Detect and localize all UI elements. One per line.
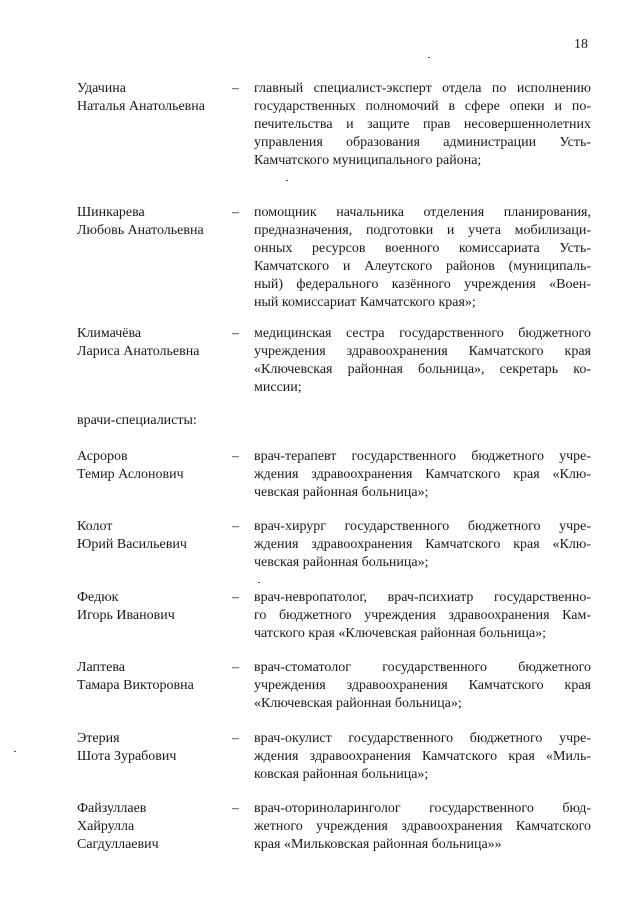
position-line: Камчатского и Алеутского районов (муниципаль- [254,259,591,274]
name-line: Климачёва [77,326,142,341]
member-name [77,589,237,625]
position-line: «Ключевская районная больница»; [254,696,462,711]
member-position [254,589,591,643]
dash: – [232,326,239,341]
dash: – [232,205,239,220]
member-position [254,730,591,784]
dash: – [232,731,239,746]
position-line: учреждения здравоохранения Камчатского края [254,344,591,359]
member-name [77,448,237,484]
dash: – [232,660,239,675]
dash: – [232,81,239,96]
position-line: ный) федерального казённого учреждения «Воен- [254,277,591,292]
position-line: чевская районная больница»; [254,555,429,570]
member-position [254,800,591,854]
name-line: Наталья Анатольевна [77,99,206,114]
name-line: Хайрулла [77,819,135,834]
member-name [77,800,237,854]
position-line: ждения здравоохранения Камчатского края «Клю- [254,467,591,482]
position-line: врач-невропатолог, врач-психиатр государственно- [254,590,591,605]
position-line: ный комиссариат Камчатского края»; [254,295,476,310]
name-line: Этерия [77,731,120,746]
name-line: Удачина [77,81,126,96]
position-line: печительства и защите прав несовершеннолетних [254,117,591,132]
scan-speck [286,180,288,181]
position-line: миссии; [254,380,302,395]
position-line: государственных полномочий в сфере опеки и по- [254,99,591,114]
member-name [77,80,237,116]
name-line: Юрий Васильевич [77,537,187,552]
name-line: Темир Аслонович [77,467,184,482]
position-line: предназначения, подготовки и учета мобилизаци- [254,223,591,238]
member-position [254,80,591,170]
member-name [77,659,237,695]
position-line: онных ресурсов военного комиссариата Усть- [254,241,591,256]
scan-speck [14,751,16,752]
position-line: главный специалист-эксперт отдела по исполнению [254,81,591,96]
section-heading: врачи-специалисты: [77,413,197,428]
name-line: Шинкарева [77,205,145,220]
position-line: управления образования администрации Усть- [254,135,591,150]
position-line: чатского края «Ключевская районная больница»; [254,626,547,641]
name-line: Файзуллаев [77,801,147,816]
position-line: медицинская сестра государственного бюджетного [254,326,591,341]
dash: – [232,449,239,464]
member-name [77,325,237,361]
name-line: Игорь Иванович [77,608,175,623]
dash: – [232,590,239,605]
member-position [254,204,591,312]
position-line: ковская районная больница»; [254,767,429,782]
name-line: Федюк [77,590,119,605]
member-position [254,659,591,713]
position-line: врач-терапевт государственного бюджетного учре- [254,449,591,464]
position-line: го бюджетного учреждения здравоохранения Кам- [254,608,591,623]
member-name [77,518,237,554]
position-line: чевская районная больница»; [254,485,429,500]
position-line: учреждения здравоохранения Камчатского края [254,678,591,693]
name-line: Лариса Анатольевна [77,344,200,359]
page-number: 18 [574,37,588,52]
name-line: Сагдуллаевич [77,837,159,852]
name-line: Шота Зурабович [77,749,177,764]
scan-speck [258,582,260,583]
name-line: Асроров [77,449,128,464]
dash: – [232,519,239,534]
position-line: края «Мильковская районная больница»» [254,837,502,852]
position-line: жетного учреждения здравоохранения Камчатского [254,819,591,834]
dash: – [232,801,239,816]
member-name [77,204,237,240]
scan-speck [428,57,430,58]
position-line: ждения здравоохранения Камчатского края «Миль- [254,749,591,764]
member-name [77,730,237,766]
position-line: Камчатского муниципального района; [254,153,482,168]
position-line: врач-хирург государственного бюджетного учре- [254,519,591,534]
name-line: Колот [77,519,113,534]
member-position [254,448,591,502]
member-position [254,325,591,397]
name-line: Тамара Викторовна [77,678,194,693]
name-line: Любовь Анатольевна [77,223,204,238]
position-line: врач-стоматолог государственного бюджетного [254,660,591,675]
position-line: ждения здравоохранения Камчатского края «Клю- [254,537,591,552]
name-line: Лаптева [77,660,125,675]
position-line: «Ключевская районная больница», секретарь ко- [254,362,591,377]
position-line: помощник начальника отделения планирования, [254,205,591,220]
position-line: врач-оториноларинголог государственного бюд- [254,801,591,816]
member-position [254,518,591,572]
position-line: врач-окулист государственного бюджетного учре- [254,731,591,746]
